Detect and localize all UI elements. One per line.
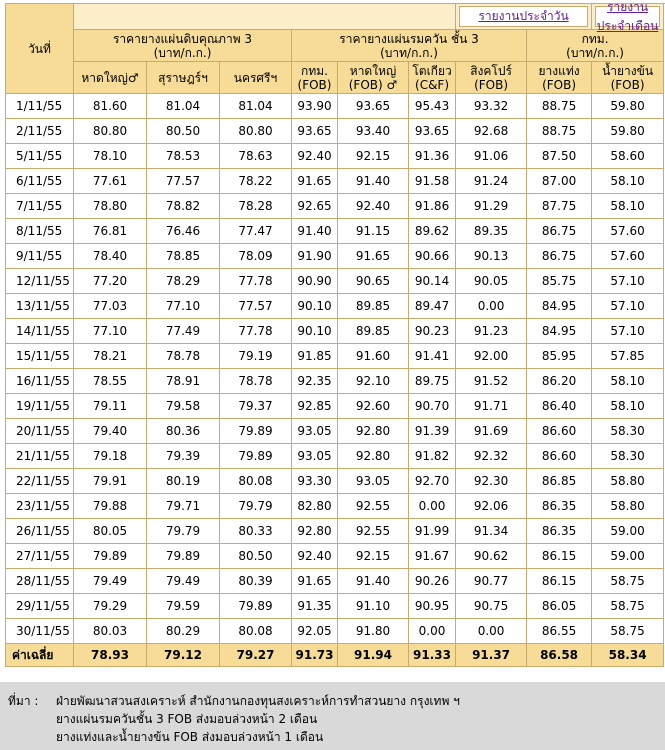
date-cell: 19/11/55 <box>6 394 74 419</box>
date-cell: 27/11/55 <box>6 544 74 569</box>
price-cell: 80.29 <box>147 619 220 644</box>
price-cell: 91.65 <box>292 169 338 194</box>
price-cell: 91.82 <box>409 444 456 469</box>
date-cell: 5/11/55 <box>6 144 74 169</box>
price-cell: 58.30 <box>592 444 664 469</box>
table-row <box>6 619 664 644</box>
price-cell: 89.47 <box>409 294 456 319</box>
price-cell: 76.81 <box>74 219 147 244</box>
price-cell: 77.78 <box>220 269 292 294</box>
price-cell: 77.03 <box>74 294 147 319</box>
average-cell: 78.93 <box>74 644 147 667</box>
price-cell: 89.62 <box>409 219 456 244</box>
price-cell: 91.71 <box>456 394 527 419</box>
price-cell: 78.78 <box>220 369 292 394</box>
price-cell: 91.65 <box>338 244 409 269</box>
price-cell: 57.10 <box>592 294 664 319</box>
average-cell: 58.34 <box>592 644 664 667</box>
price-cell: 58.10 <box>592 394 664 419</box>
price-cell: 90.10 <box>292 319 338 344</box>
price-cell: 91.58 <box>409 169 456 194</box>
price-cell: 80.39 <box>220 569 292 594</box>
price-cell: 95.43 <box>409 94 456 119</box>
price-cell: 57.85 <box>592 344 664 369</box>
table-row <box>6 219 664 244</box>
price-cell: 92.80 <box>338 444 409 469</box>
price-cell: 79.89 <box>147 544 220 569</box>
price-cell: 80.03 <box>74 619 147 644</box>
table-row <box>6 319 664 344</box>
column-header-3: กทม. (FOB) <box>292 62 338 94</box>
price-cell: 87.75 <box>527 194 592 219</box>
price-cell: 80.80 <box>220 119 292 144</box>
price-cell: 91.24 <box>456 169 527 194</box>
price-cell: 79.29 <box>74 594 147 619</box>
price-cell: 57.60 <box>592 244 664 269</box>
price-cell: 58.10 <box>592 169 664 194</box>
price-cell: 79.19 <box>220 344 292 369</box>
price-cell: 90.65 <box>338 269 409 294</box>
price-cell: 79.79 <box>220 494 292 519</box>
date-cell: 20/11/55 <box>6 419 74 444</box>
price-cell: 77.57 <box>220 294 292 319</box>
price-cell: 92.10 <box>338 369 409 394</box>
price-cell: 0.00 <box>409 619 456 644</box>
price-cell: 58.80 <box>592 469 664 494</box>
price-cell: 77.47 <box>220 219 292 244</box>
price-cell: 89.35 <box>456 219 527 244</box>
price-cell: 92.06 <box>456 494 527 519</box>
price-cell: 79.11 <box>74 394 147 419</box>
price-cell: 90.66 <box>409 244 456 269</box>
price-cell: 93.32 <box>456 94 527 119</box>
source-line: ฝ่ายพัฒนาสวนสงเคราะห์ สำนักงานกองทุนสงเคราะห์การทำสวนยาง กรุงเทพ ฯ <box>56 694 460 708</box>
price-cell: 93.65 <box>409 119 456 144</box>
price-cell: 78.28 <box>220 194 292 219</box>
price-cell: 80.50 <box>220 544 292 569</box>
table-row <box>6 344 664 369</box>
price-cell: 91.29 <box>456 194 527 219</box>
price-cell: 78.40 <box>74 244 147 269</box>
price-cell: 85.75 <box>527 269 592 294</box>
price-cell: 93.30 <box>292 469 338 494</box>
date-cell: 15/11/55 <box>6 344 74 369</box>
price-cell: 91.65 <box>292 569 338 594</box>
price-cell: 57.60 <box>592 219 664 244</box>
price-cell: 59.80 <box>592 94 664 119</box>
price-cell: 93.05 <box>292 444 338 469</box>
price-cell: 93.65 <box>292 119 338 144</box>
price-cell: 92.60 <box>338 394 409 419</box>
date-cell: 28/11/55 <box>6 569 74 594</box>
price-cell: 82.80 <box>292 494 338 519</box>
price-cell: 86.35 <box>527 494 592 519</box>
price-cell: 58.10 <box>592 369 664 394</box>
price-cell: 79.40 <box>74 419 147 444</box>
price-cell: 92.85 <box>292 394 338 419</box>
price-cell: 86.35 <box>527 519 592 544</box>
price-cell: 91.10 <box>338 594 409 619</box>
price-cell: 78.82 <box>147 194 220 219</box>
price-cell: 91.69 <box>456 419 527 444</box>
price-cell: 80.08 <box>220 469 292 494</box>
price-cell: 86.75 <box>527 219 592 244</box>
price-cell: 93.05 <box>338 469 409 494</box>
date-cell: 7/11/55 <box>6 194 74 219</box>
source-line: ยางแผ่นรมควันชั้น 3 FOB ส่งมอบล่วงหน้า 2 เดือน <box>56 712 318 726</box>
price-cell: 79.18 <box>74 444 147 469</box>
price-cell: 93.40 <box>338 119 409 144</box>
price-cell: 77.10 <box>147 294 220 319</box>
column-header-5: โตเกียว (C&F) <box>409 62 456 94</box>
price-cell: 93.65 <box>338 94 409 119</box>
price-cell: 78.55 <box>74 369 147 394</box>
price-cell: 91.86 <box>409 194 456 219</box>
price-cell: 90.23 <box>409 319 456 344</box>
price-cell: 57.10 <box>592 319 664 344</box>
price-cell: 80.19 <box>147 469 220 494</box>
average-cell: 79.12 <box>147 644 220 667</box>
price-cell: 93.05 <box>292 419 338 444</box>
price-cell: 79.49 <box>147 569 220 594</box>
price-cell: 77.20 <box>74 269 147 294</box>
price-cell: 78.22 <box>220 169 292 194</box>
price-cell: 92.40 <box>338 194 409 219</box>
price-cell: 78.53 <box>147 144 220 169</box>
price-cell: 86.05 <box>527 594 592 619</box>
price-cell: 92.40 <box>292 144 338 169</box>
price-cell: 89.75 <box>409 369 456 394</box>
price-cell: 92.35 <box>292 369 338 394</box>
table-row <box>6 194 664 219</box>
price-cell: 77.49 <box>147 319 220 344</box>
price-cell: 91.15 <box>338 219 409 244</box>
table-row <box>6 419 664 444</box>
price-cell: 91.35 <box>292 594 338 619</box>
price-cell: 90.70 <box>409 394 456 419</box>
price-cell: 79.89 <box>74 544 147 569</box>
table-row <box>6 119 664 144</box>
average-label: ค่าเฉลี่ย <box>6 644 74 667</box>
table-row <box>6 294 664 319</box>
price-cell: 89.85 <box>338 319 409 344</box>
average-cell: 91.73 <box>292 644 338 667</box>
price-cell: 78.09 <box>220 244 292 269</box>
price-cell: 81.04 <box>220 94 292 119</box>
price-cell: 92.32 <box>456 444 527 469</box>
price-cell: 92.05 <box>292 619 338 644</box>
price-cell: 86.60 <box>527 419 592 444</box>
table-row <box>6 169 664 194</box>
price-cell: 91.52 <box>456 369 527 394</box>
date-cell: 6/11/55 <box>6 169 74 194</box>
table-row <box>6 369 664 394</box>
date-cell: 12/11/55 <box>6 269 74 294</box>
price-cell: 86.40 <box>527 394 592 419</box>
price-cell: 92.15 <box>338 544 409 569</box>
price-cell: 90.10 <box>292 294 338 319</box>
price-cell: 92.40 <box>292 544 338 569</box>
price-cell: 87.50 <box>527 144 592 169</box>
price-cell: 86.85 <box>527 469 592 494</box>
column-header-8: น้ำยางข้น (FOB) <box>592 62 664 94</box>
price-cell: 78.80 <box>74 194 147 219</box>
price-cell: 79.37 <box>220 394 292 419</box>
source-label: ที่มา : <box>8 694 39 708</box>
table-row <box>6 544 664 569</box>
price-cell: 57.10 <box>592 269 664 294</box>
price-cell: 92.80 <box>292 519 338 544</box>
tab-daily-report[interactable]: รายงานประจำวัน <box>478 9 569 23</box>
table-row <box>6 594 664 619</box>
column-header-0: หาดใหญ่♂ <box>74 62 147 94</box>
price-cell: 58.10 <box>592 194 664 219</box>
price-cell: 79.88 <box>74 494 147 519</box>
price-cell: 78.29 <box>147 269 220 294</box>
price-cell: 78.21 <box>74 344 147 369</box>
price-cell: 90.14 <box>409 269 456 294</box>
table-row <box>6 144 664 169</box>
table-row <box>6 444 664 469</box>
price-cell: 91.39 <box>409 419 456 444</box>
price-cell: 84.95 <box>527 294 592 319</box>
group-header-bangkok: กทม. (บาท/ก.ก.) <box>527 30 664 62</box>
column-header-6: สิงคโปร์ (FOB) <box>456 62 527 94</box>
date-cell: 26/11/55 <box>6 519 74 544</box>
date-cell: 1/11/55 <box>6 94 74 119</box>
price-cell: 86.60 <box>527 444 592 469</box>
price-cell: 93.90 <box>292 94 338 119</box>
price-cell: 79.89 <box>220 444 292 469</box>
price-cell: 91.67 <box>409 544 456 569</box>
price-cell: 92.70 <box>409 469 456 494</box>
price-cell: 59.00 <box>592 544 664 569</box>
price-cell: 92.55 <box>338 519 409 544</box>
price-cell: 91.40 <box>338 169 409 194</box>
date-cell: 2/11/55 <box>6 119 74 144</box>
price-cell: 58.75 <box>592 569 664 594</box>
price-cell: 79.89 <box>220 419 292 444</box>
price-cell: 80.08 <box>220 619 292 644</box>
tab-monthly-cell <box>592 0 664 33</box>
price-cell: 77.57 <box>147 169 220 194</box>
tab-daily-cell <box>456 4 592 30</box>
date-cell: 8/11/55 <box>6 219 74 244</box>
date-cell: 16/11/55 <box>6 369 74 394</box>
average-cell: 86.58 <box>527 644 592 667</box>
price-cell: 91.06 <box>456 144 527 169</box>
price-cell: 79.39 <box>147 444 220 469</box>
price-cell: 86.15 <box>527 569 592 594</box>
column-header-4: หาดใหญ่ (FOB) ♂ <box>338 62 409 94</box>
average-cell: 91.94 <box>338 644 409 667</box>
price-cell: 76.46 <box>147 219 220 244</box>
rubber-price-table <box>5 0 664 667</box>
column-header-1: สุราษฎร์ฯ <box>147 62 220 94</box>
table-row <box>6 569 664 594</box>
average-row <box>6 644 664 667</box>
price-cell: 80.80 <box>74 119 147 144</box>
price-cell: 78.10 <box>74 144 147 169</box>
table-row <box>6 519 664 544</box>
price-cell: 91.60 <box>338 344 409 369</box>
price-cell: 91.41 <box>409 344 456 369</box>
price-cell: 58.80 <box>592 494 664 519</box>
price-cell: 77.10 <box>74 319 147 344</box>
price-cell: 80.33 <box>220 519 292 544</box>
price-cell: 79.59 <box>147 594 220 619</box>
price-cell: 58.75 <box>592 594 664 619</box>
price-cell: 81.60 <box>74 94 147 119</box>
price-cell: 0.00 <box>456 294 527 319</box>
price-cell: 78.63 <box>220 144 292 169</box>
price-cell: 86.55 <box>527 619 592 644</box>
price-cell: 58.60 <box>592 144 664 169</box>
price-cell: 92.30 <box>456 469 527 494</box>
price-cell: 80.36 <box>147 419 220 444</box>
price-cell: 77.78 <box>220 319 292 344</box>
price-cell: 91.85 <box>292 344 338 369</box>
date-cell: 14/11/55 <box>6 319 74 344</box>
date-cell: 30/11/55 <box>6 619 74 644</box>
date-cell: 9/11/55 <box>6 244 74 269</box>
price-cell: 0.00 <box>456 619 527 644</box>
price-cell: 79.79 <box>147 519 220 544</box>
table-row <box>6 394 664 419</box>
price-cell: 90.26 <box>409 569 456 594</box>
column-header-7: ยางแท่ง (FOB) <box>527 62 592 94</box>
source-lines <box>56 692 460 746</box>
price-cell: 91.80 <box>338 619 409 644</box>
price-cell: 92.80 <box>338 419 409 444</box>
table-row <box>6 469 664 494</box>
price-cell: 78.85 <box>147 244 220 269</box>
price-cell: 79.71 <box>147 494 220 519</box>
price-cell: 90.13 <box>456 244 527 269</box>
price-cell: 92.15 <box>338 144 409 169</box>
price-cell: 90.90 <box>292 269 338 294</box>
price-cell: 90.95 <box>409 594 456 619</box>
average-cell: 91.33 <box>409 644 456 667</box>
price-cell: 91.99 <box>409 519 456 544</box>
price-cell: 89.85 <box>338 294 409 319</box>
price-cell: 79.91 <box>74 469 147 494</box>
tab-monthly-report[interactable]: รายงานประจำเดือน <box>596 0 659 33</box>
group-header-raw-sheet: ราคายางแผ่นดิบคุณภาพ 3 (บาท/ก.ก.) <box>74 30 292 62</box>
date-cell: 21/11/55 <box>6 444 74 469</box>
price-cell: 84.95 <box>527 319 592 344</box>
price-cell: 91.40 <box>292 219 338 244</box>
average-cell: 79.27 <box>220 644 292 667</box>
table-row <box>6 94 664 119</box>
date-cell: 29/11/55 <box>6 594 74 619</box>
price-cell: 92.55 <box>338 494 409 519</box>
source-note <box>0 682 665 750</box>
price-cell: 86.20 <box>527 369 592 394</box>
price-cell: 58.30 <box>592 419 664 444</box>
price-cell: 91.90 <box>292 244 338 269</box>
date-cell: 13/11/55 <box>6 294 74 319</box>
price-cell: 86.75 <box>527 244 592 269</box>
price-cell: 86.15 <box>527 544 592 569</box>
price-cell: 79.58 <box>147 394 220 419</box>
price-cell: 90.05 <box>456 269 527 294</box>
column-header-2: นครศรีฯ <box>220 62 292 94</box>
price-cell: 80.05 <box>74 519 147 544</box>
price-cell: 88.75 <box>527 119 592 144</box>
price-cell: 92.00 <box>456 344 527 369</box>
date-cell: 23/11/55 <box>6 494 74 519</box>
date-cell: 22/11/55 <box>6 469 74 494</box>
price-cell: 78.91 <box>147 369 220 394</box>
price-cell: 91.34 <box>456 519 527 544</box>
price-cell: 91.36 <box>409 144 456 169</box>
average-cell: 91.37 <box>456 644 527 667</box>
price-cell: 90.77 <box>456 569 527 594</box>
price-cell: 91.40 <box>338 569 409 594</box>
price-cell: 85.95 <box>527 344 592 369</box>
price-cell: 59.80 <box>592 119 664 144</box>
price-cell: 92.68 <box>456 119 527 144</box>
price-cell: 77.61 <box>74 169 147 194</box>
price-cell: 90.62 <box>456 544 527 569</box>
table-row <box>6 494 664 519</box>
tab-spacer <box>74 4 456 30</box>
price-cell: 92.65 <box>292 194 338 219</box>
price-cell: 81.04 <box>147 94 220 119</box>
source-line: ยางแท่งและน้ำยางข้น FOB ส่งมอบล่วงหน้า 1 เดือน <box>56 730 324 744</box>
table-row <box>6 269 664 294</box>
price-cell: 80.50 <box>147 119 220 144</box>
price-cell: 0.00 <box>409 494 456 519</box>
price-cell: 87.00 <box>527 169 592 194</box>
price-cell: 79.89 <box>220 594 292 619</box>
price-cell: 58.75 <box>592 619 664 644</box>
table-row <box>6 244 664 269</box>
price-cell: 91.23 <box>456 319 527 344</box>
price-cell: 79.49 <box>74 569 147 594</box>
price-cell: 78.78 <box>147 344 220 369</box>
column-header-day: วันที่ <box>6 4 74 94</box>
price-cell: 90.75 <box>456 594 527 619</box>
price-cell: 59.00 <box>592 519 664 544</box>
group-header-smoked-sheet: ราคายางแผ่นรมควัน ชั้น 3 (บาท/ก.ก.) <box>292 30 527 62</box>
price-cell: 88.75 <box>527 94 592 119</box>
